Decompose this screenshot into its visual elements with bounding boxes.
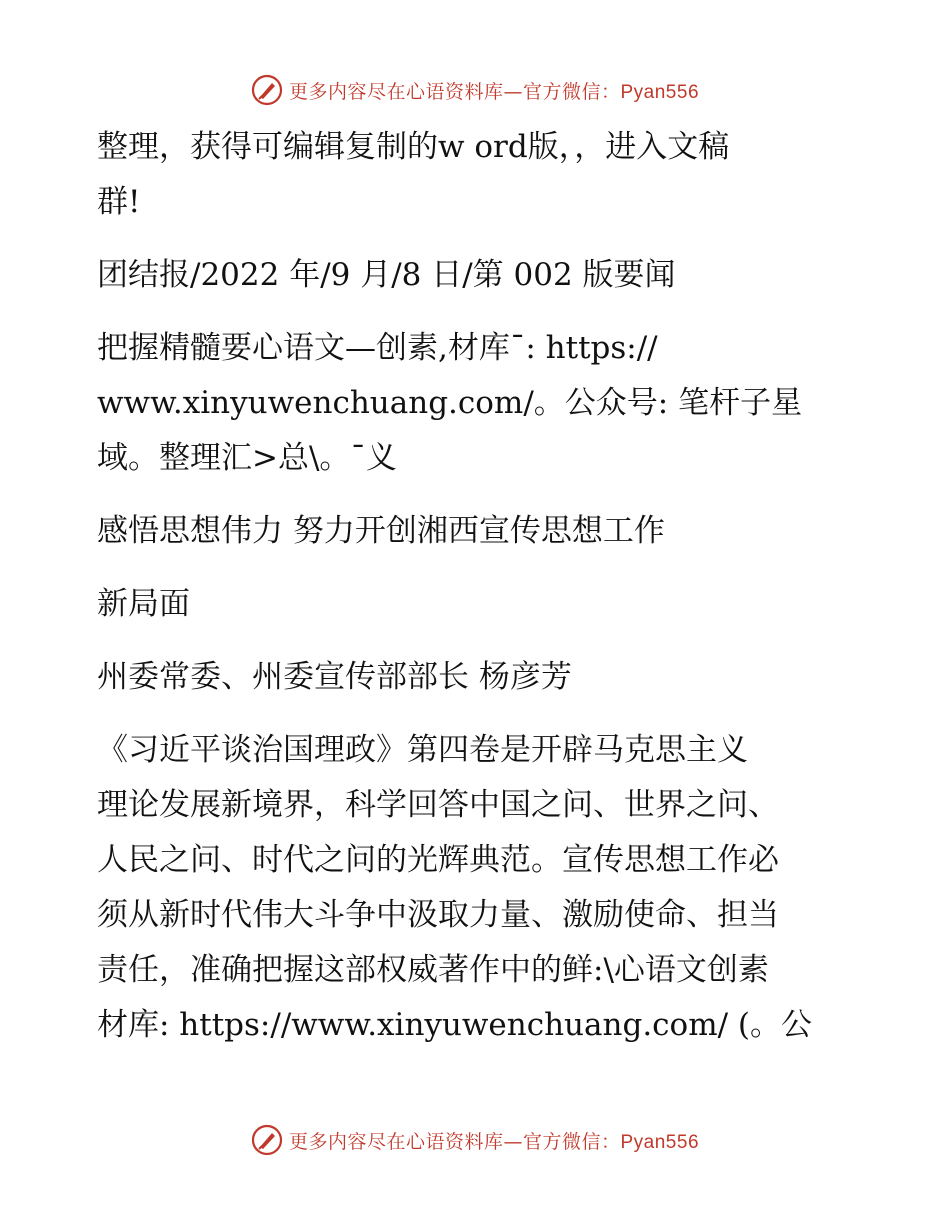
text-line: www.xinyuwenchuang.com/。公众号: 笔杆子星 bbox=[97, 385, 803, 421]
text-line: 理论发展新境界，科学回答中国之问、世界之问、 bbox=[97, 787, 779, 823]
paragraph-intro bbox=[97, 120, 857, 230]
text-line: 群! bbox=[97, 184, 141, 220]
quill-pen-logo-icon bbox=[251, 74, 283, 106]
quill-pen-logo-icon bbox=[251, 1124, 283, 1156]
article-title-line-2 bbox=[97, 577, 857, 632]
banner-text: 更多内容尽在心语资料库—官方微信：Pyan556 bbox=[288, 1130, 700, 1153]
text-line: 人民之问、时代之问的光辉典范。宣传思想工作必 bbox=[97, 842, 779, 878]
footer-banner bbox=[0, 1120, 950, 1160]
paragraph-notice bbox=[97, 321, 857, 486]
text-line: 须从新时代伟大斗争中汲取力量、激励使命、担当 bbox=[97, 897, 779, 933]
text-line: 感悟思想伟力 努力开创湘西宣传思想工作 bbox=[97, 513, 665, 549]
text-line: 《习近平谈治国理政》第四卷是开辟马克思主义 bbox=[97, 732, 748, 768]
paragraph-body bbox=[97, 723, 857, 1053]
article-title-line-1 bbox=[97, 504, 857, 559]
text-line: 团结报/2022 年/9 月/8 日/第 002 版要闻 bbox=[97, 257, 676, 293]
header-banner bbox=[0, 70, 950, 110]
text-line: 责任，准确把握这部权威著作中的鲜:\心语文创素 bbox=[97, 952, 769, 988]
document-body bbox=[97, 120, 857, 1071]
text-line: 整理，获得可编辑复制的w ord版，，进入文稿 bbox=[97, 129, 730, 165]
article-author bbox=[97, 650, 857, 705]
text-line: 材库: https://www.xinyuwenchuang.com/ (。公 bbox=[97, 1007, 812, 1043]
text-line: 州委常委、州委宣传部部长 杨彦芳 bbox=[97, 659, 572, 695]
text-line: 域。整理汇>总\。¯义 bbox=[97, 440, 397, 476]
banner-text: 更多内容尽在心语资料库—官方微信：Pyan556 bbox=[288, 80, 700, 103]
text-line: 新局面 bbox=[97, 586, 190, 622]
paragraph-source bbox=[97, 248, 857, 303]
text-line: 把握精髓要心语文—创素,材库¯: https:// bbox=[97, 330, 658, 366]
